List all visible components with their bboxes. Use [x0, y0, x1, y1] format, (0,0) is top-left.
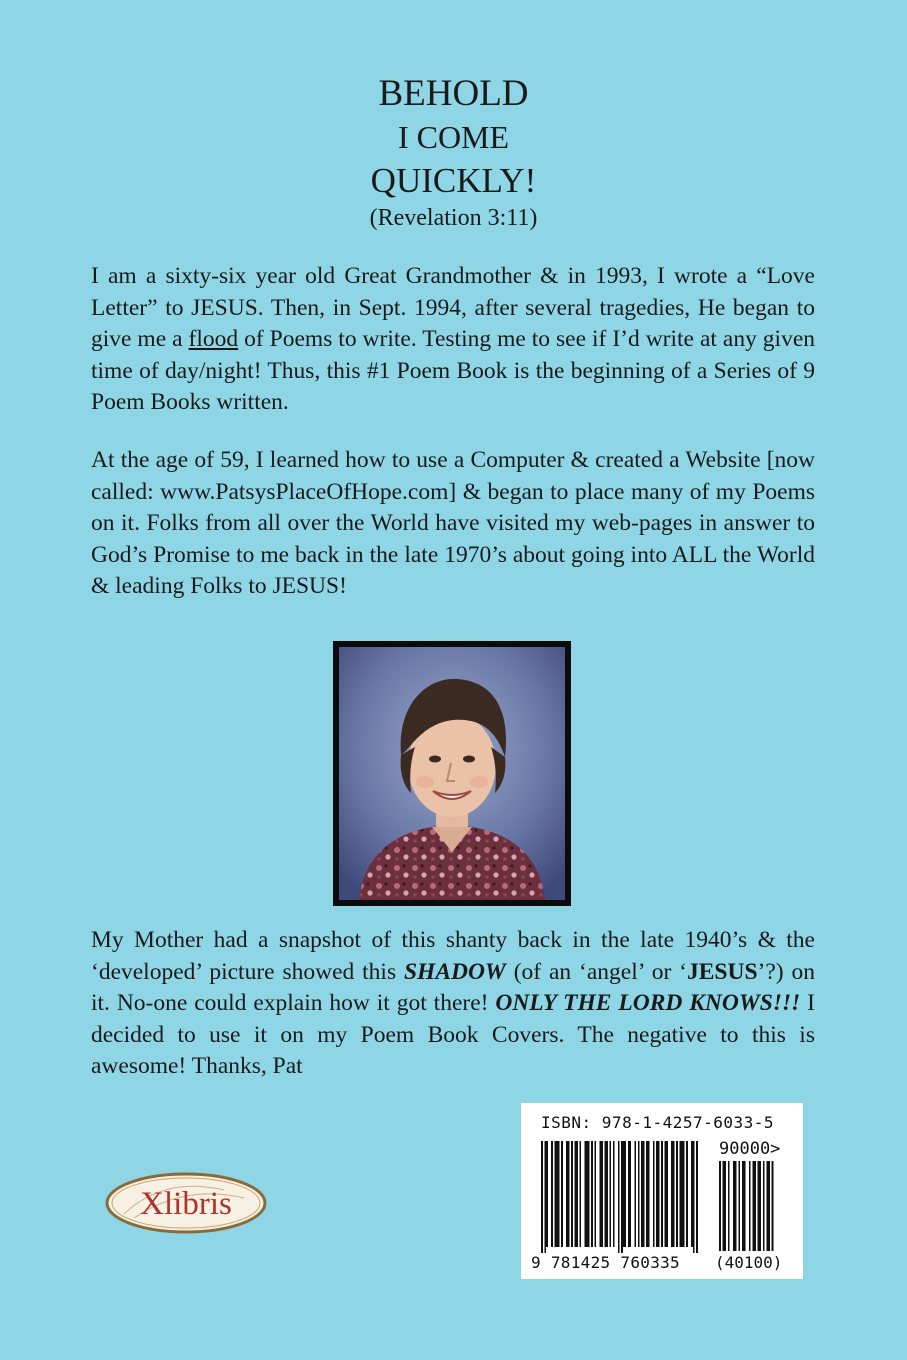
- barcode-bar: [653, 1141, 655, 1247]
- barcode-supplement-bar: [719, 1161, 721, 1251]
- barcode-bar: [646, 1141, 648, 1247]
- barcode-bar: [555, 1141, 557, 1247]
- website-paragraph: [91, 445, 815, 603]
- barcode-supplement-bar: [758, 1161, 760, 1251]
- barcode-bar: [566, 1141, 568, 1247]
- barcode-bar: [558, 1141, 560, 1247]
- barcode-bar: [648, 1141, 650, 1247]
- lord-knows-emphasis: ONLY THE LORD KNOWS!!!: [495, 990, 801, 1016]
- barcode-supplement-bar: [735, 1161, 737, 1251]
- barcode-bar: [606, 1141, 608, 1247]
- barcode-supplement-bar: [749, 1161, 751, 1251]
- shanty-text-d: I decided to use it on my Poem Book Covers. The negative to this is awesome! Thanks, Pat: [91, 990, 816, 1079]
- barcode-bar: [625, 1141, 627, 1247]
- intro-text-b: of Poems to write. Testing me to see if I’d write at any given time of day/night! Thus, this #1 Poem Book is the beginning of a Series of 9 Poem Books written.: [91, 326, 816, 415]
- barcode-bar: [656, 1141, 658, 1247]
- barcode-bar: [683, 1141, 685, 1247]
- author-portrait-image: [339, 647, 565, 900]
- barcode-bar: [693, 1141, 695, 1253]
- barcode-bar: [658, 1141, 660, 1247]
- barcode-bar: [561, 1141, 563, 1247]
- barcode-bar: [605, 1141, 607, 1247]
- barcode-bar: [580, 1141, 582, 1247]
- barcode-bar: [588, 1141, 590, 1247]
- barcode-bar: [630, 1141, 632, 1247]
- barcode-bar: [600, 1141, 602, 1247]
- barcode-bar: [556, 1141, 558, 1247]
- title-block: [0, 72, 907, 232]
- shanty-text-b: (of an ‘angel’ or ‘: [505, 958, 687, 985]
- barcode-bar: [623, 1141, 625, 1247]
- barcode-bar: [613, 1141, 615, 1247]
- title-line-2: I COME: [397, 119, 510, 155]
- barcode-bar: [628, 1141, 630, 1247]
- xlibris-logo: [104, 1170, 268, 1234]
- barcode-bar: [676, 1141, 678, 1247]
- barcode-bar: [541, 1141, 543, 1253]
- barcode-supplement-bar: [767, 1161, 769, 1251]
- barcode-supplement-bar: [723, 1161, 725, 1251]
- barcode-bar: [545, 1141, 547, 1253]
- barcode-bar: [546, 1141, 548, 1247]
- scripture-reference: (Revelation 3:11): [369, 205, 538, 231]
- barcode-bar: [643, 1141, 645, 1247]
- barcode-bar: [680, 1141, 682, 1247]
- shanty-paragraph: [91, 925, 815, 1083]
- barcode-bar: [671, 1141, 673, 1247]
- barcode-supplement-bar: [742, 1161, 744, 1251]
- ean-digits: 9 781425 760335: [531, 1253, 680, 1272]
- barcode-bar: [691, 1141, 693, 1247]
- price-code: 90000>: [719, 1139, 781, 1159]
- barcode-supplement-bar: [754, 1161, 756, 1251]
- shanty-text-c: ’?) on it. No-one could explain how it got there!: [91, 958, 815, 1016]
- barcode-supplement-bar: [739, 1161, 741, 1251]
- title-line-3: QUICKLY!: [370, 161, 537, 200]
- barcode-bar: [576, 1141, 578, 1247]
- barcode-bar: [665, 1141, 667, 1247]
- barcode-bar: [673, 1141, 675, 1247]
- barcode-supplement-bar: [772, 1161, 774, 1251]
- barcode-bar: [618, 1141, 620, 1253]
- barcode-bar: [696, 1141, 698, 1253]
- xlibris-logo-text: Xlibris: [140, 1186, 232, 1222]
- barcode-bar: [681, 1141, 683, 1247]
- barcode-bar: [571, 1141, 573, 1247]
- jesus-emphasis: JESUS: [686, 958, 758, 985]
- supplement-digits: (40100): [715, 1253, 783, 1272]
- barcode-bar: [551, 1141, 553, 1247]
- website-text: At the age of 59, I learned how to use a Computer & created a Website [now called: www.PatsysPlaceOfHope.com] & began to place many of my Poems on it. Folks from all over the World have visited my web-pages in answer to God’s Promise to me back in the late 1970’s about going into ALL the World & leading Folks to JESUS!: [91, 447, 815, 599]
- barcode-bar: [595, 1141, 597, 1247]
- barcode-bar: [585, 1141, 587, 1247]
- barcode-bar: [638, 1141, 640, 1247]
- intro-underlined-word: flood: [188, 326, 239, 352]
- barcode-supplement-bar: [753, 1161, 755, 1251]
- barcode-bar: [686, 1141, 688, 1247]
- xlibris-logo-graphic: [104, 1170, 268, 1234]
- barcode-supplement-bar: [744, 1161, 746, 1251]
- barcode-bar: [575, 1141, 577, 1247]
- intro-text-a: I am a sixty-six year old Great Grandmother & in 1993, I wrote a “Love Letter” to JESUS. Then, in Sept. 1994, after several tragedies, He began to give me a: [91, 263, 815, 352]
- barcode-bar: [591, 1141, 593, 1247]
- barcode-supplement-bar: [728, 1161, 730, 1251]
- barcode-bar: [635, 1141, 637, 1247]
- isbn-label: ISBN: 978-1-4257-6033-5: [541, 1113, 775, 1132]
- barcode-bar: [621, 1141, 623, 1253]
- barcode-bar: [610, 1141, 612, 1247]
- barcode-supplement-bar: [760, 1161, 762, 1251]
- title-line-1: BEHOLD: [378, 73, 529, 114]
- shanty-text-a: My Mother had a snapshot of this shanty back in the late 1940’s & the ‘developed’ picture showed this: [91, 927, 815, 985]
- barcode-bar: [641, 1141, 643, 1247]
- barcode-bar: [661, 1141, 663, 1247]
- barcode-bar: [666, 1141, 668, 1247]
- barcode-bar: [568, 1141, 570, 1247]
- barcode-bar: [601, 1141, 603, 1247]
- barcode-supplement-bar: [733, 1161, 735, 1251]
- author-photo: [333, 641, 571, 906]
- barcode-supplement-bar: [768, 1161, 770, 1251]
- intro-paragraph: [91, 261, 815, 419]
- barcode-bar: [586, 1141, 588, 1247]
- barcode-supplement-bar: [725, 1161, 727, 1251]
- barcode-supplement-bar: [763, 1161, 765, 1251]
- shadow-emphasis: SHADOW: [403, 958, 506, 985]
- barcode-box: [521, 1103, 803, 1279]
